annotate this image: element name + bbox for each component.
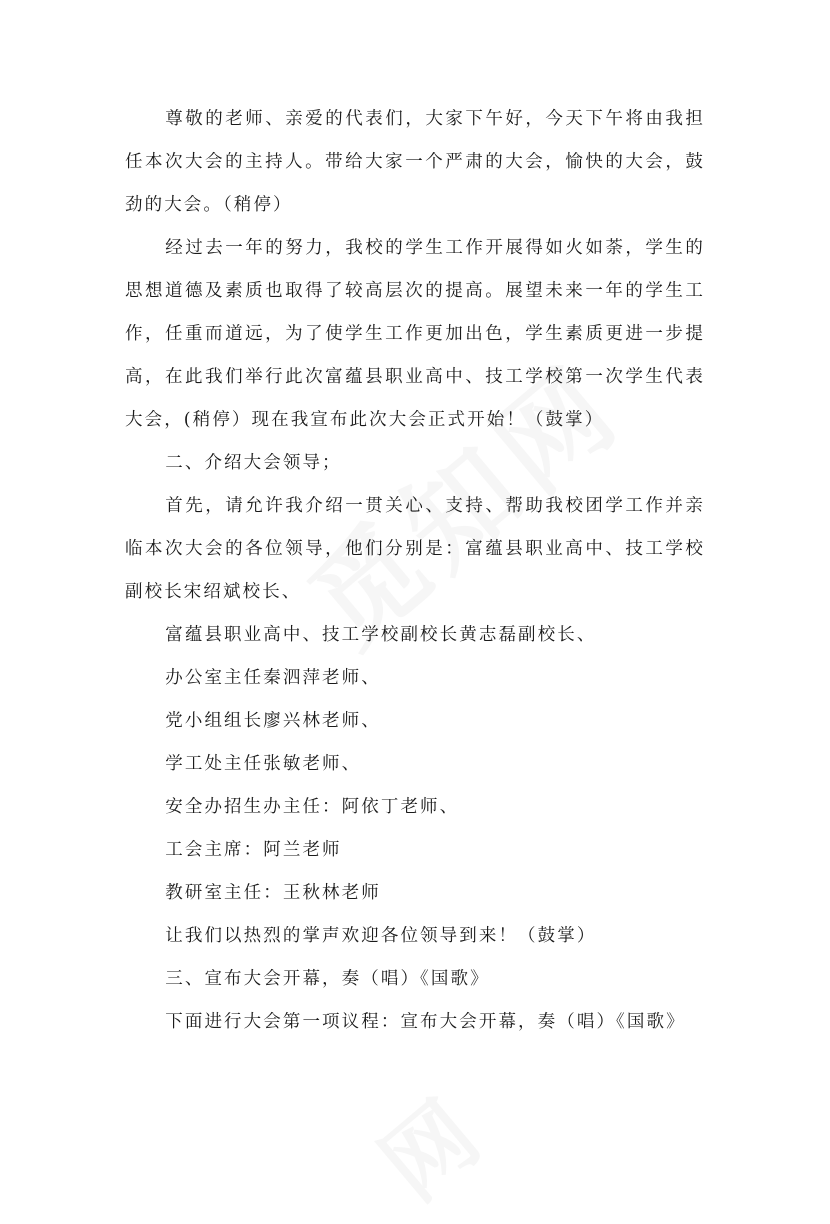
section-heading-introduce-leaders: 二、介绍大会领导；	[165, 453, 342, 473]
leader-item: 学工处主任张敏老师、	[165, 754, 362, 774]
leader-item: 党小组组长廖兴林老师、	[165, 711, 381, 731]
paragraph-leaders-intro: 首先，请允许我介绍一贯关心、支持、帮助我校团学工作并亲临本次大会的各位领导，他们分别是：富蕴县职业高中、技工学校副校长宋绍斌校长、	[125, 496, 705, 602]
watermark-bottom	[349, 1066, 502, 1223]
leader-item: 工会主席：阿兰老师	[165, 840, 342, 860]
leader-item: 办公室主任秦泗萍老师、	[165, 668, 381, 688]
document-body	[125, 98, 705, 1044]
paragraph-opening: 尊敬的老师、亲爱的代表们，大家下午好，今天下午将由我担任本次大会的主持人。带给大家一个严肃的大会，愉快的大会，鼓劲的大会。（稍停）	[125, 109, 705, 215]
leader-item: 教研室主任：王秋林老师	[165, 883, 381, 903]
paragraph-welcome: 让我们以热烈的掌声欢迎各位领导到来！（鼓掌）	[165, 926, 597, 946]
leader-item: 富蕴县职业高中、技工学校副校长黄志磊副校长、	[165, 625, 597, 645]
section-heading-opening-anthem: 三、宣布大会开幕，奏（唱）《国歌》	[165, 969, 490, 989]
leader-item: 安全办招生办主任：阿依丁老师、	[165, 797, 460, 817]
paragraph-first-agenda: 下面进行大会第一项议程：宣布大会开幕，奏（唱）《国歌》	[165, 1012, 686, 1032]
paragraph-background: 经过去一年的努力，我校的学生工作开展得如火如荼，学生的思想道德及素质也取得了较高层次的提高。展望未来一年的学生工作，任重而道远，为了使学生工作更加出色，学生素质更进一步提高，在此我们举行此次富蕴县职业高中、技工学校第一次学生代表大会，(稍停）现在我宣布此次大会正式开始！（鼓掌）	[125, 238, 705, 430]
